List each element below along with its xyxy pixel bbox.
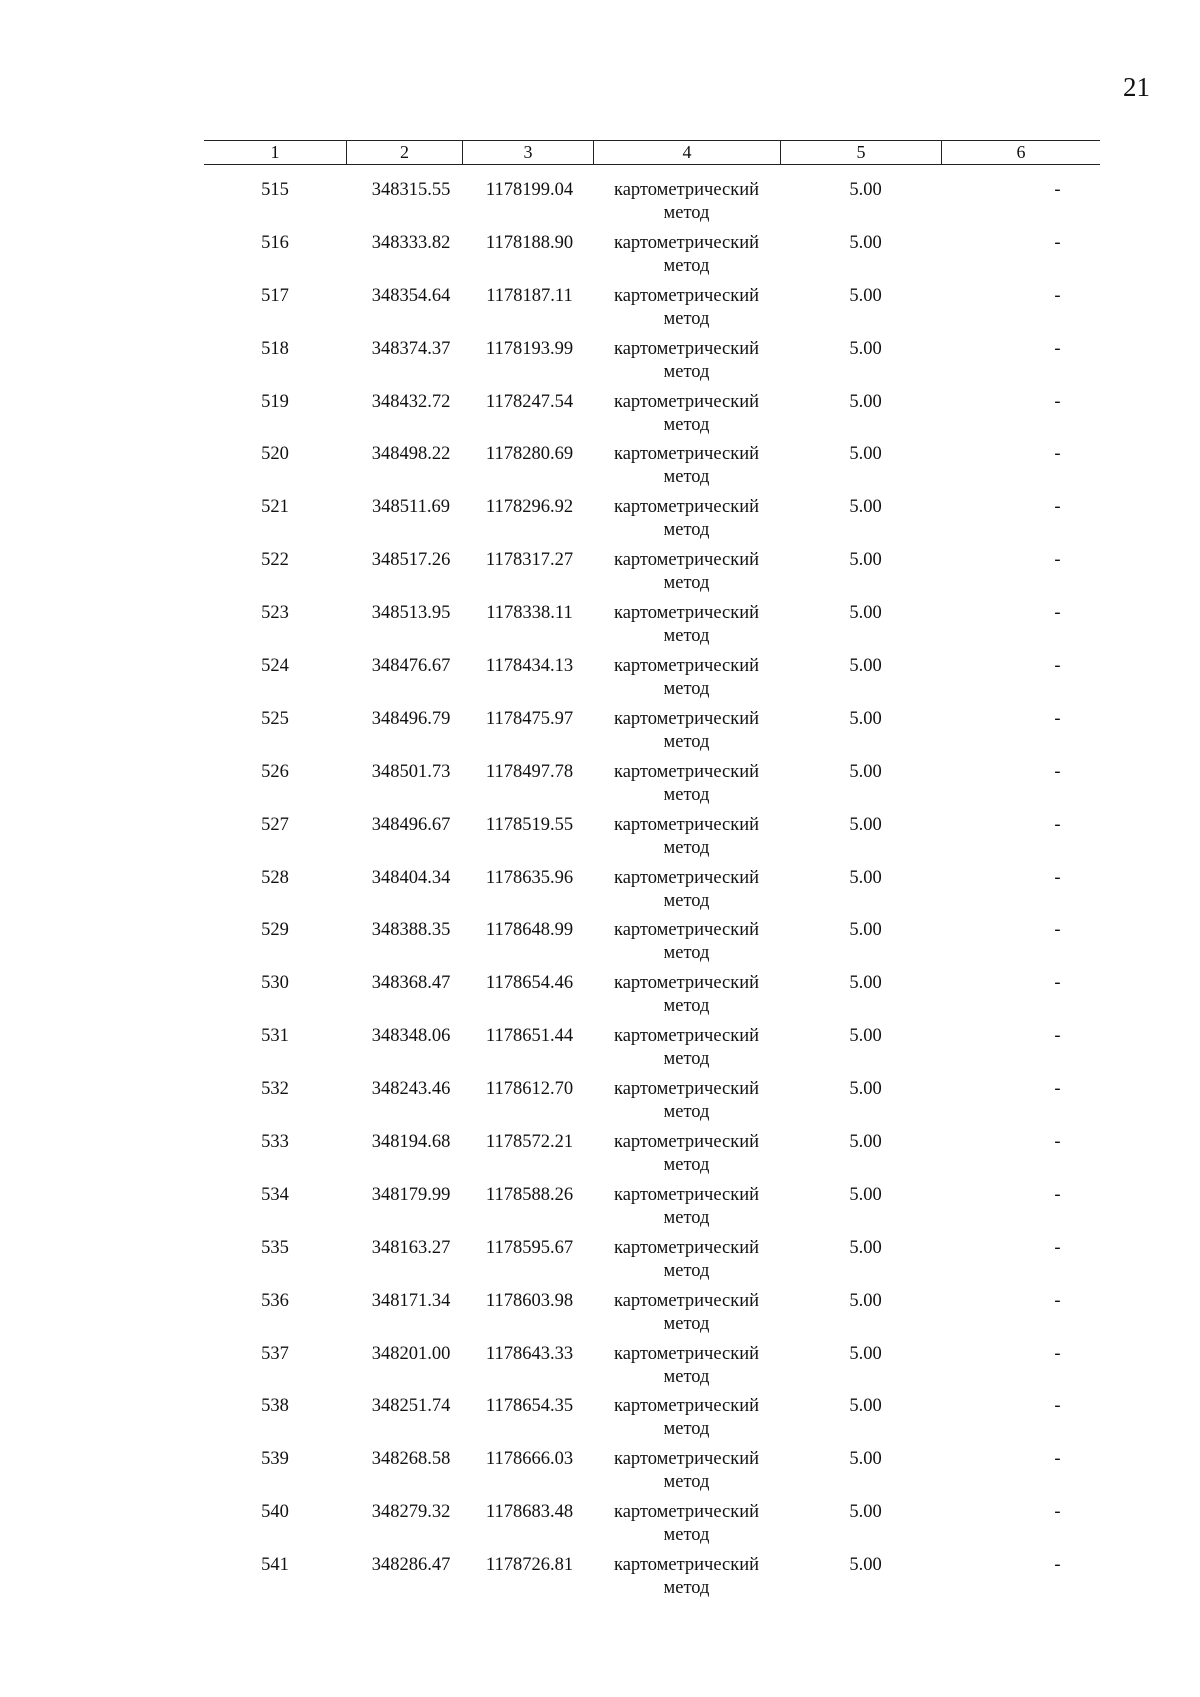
table-row <box>204 761 1100 814</box>
method-line-2: метод <box>663 1472 710 1493</box>
method-line-1: картометрический <box>613 656 760 677</box>
table-row <box>204 285 1100 338</box>
method-line-2: метод <box>663 731 710 752</box>
coordinate-y-cell: 1178338.11 <box>486 603 573 624</box>
method-cell <box>593 1501 780 1554</box>
method-line-1: картометрический <box>613 603 760 624</box>
method-line-1: картометрический <box>613 1343 760 1364</box>
note-cell: - <box>1054 920 1061 941</box>
table-row <box>204 338 1100 391</box>
method-cell <box>593 761 780 814</box>
method-line-1: картометрический <box>613 1449 760 1470</box>
point-number-cell: 535 <box>261 1237 289 1258</box>
method-line-1: картометрический <box>613 497 760 518</box>
accuracy-cell: 5.00 <box>849 603 882 624</box>
column-header-5: 5 <box>780 141 941 164</box>
coordinate-x-cell: 348171.34 <box>371 1290 451 1311</box>
point-number-cell: 530 <box>261 973 289 994</box>
table-row <box>204 443 1100 496</box>
column-header-6: 6 <box>941 141 1100 164</box>
method-line-1: картометрический <box>613 1396 760 1417</box>
method-line-1: картометрический <box>613 708 760 729</box>
point-number-cell: 523 <box>261 603 289 624</box>
table-body <box>204 179 1100 1607</box>
accuracy-cell: 5.00 <box>849 1555 882 1576</box>
point-number-cell: 540 <box>261 1502 289 1523</box>
note-cell: - <box>1054 708 1061 729</box>
method-line-2: метод <box>663 1313 710 1334</box>
point-number-cell: 537 <box>261 1343 289 1364</box>
coordinate-x-cell: 348201.00 <box>371 1343 451 1364</box>
coordinate-y-cell: 1178683.48 <box>485 1502 574 1523</box>
method-line-2: метод <box>663 1049 710 1070</box>
table-row <box>204 496 1100 549</box>
method-cell <box>593 496 780 549</box>
note-cell: - <box>1054 1184 1061 1205</box>
coordinate-y-cell: 1178648.99 <box>485 920 574 941</box>
point-number-cell: 520 <box>261 444 289 465</box>
coordinate-x-cell: 348517.26 <box>371 550 451 571</box>
method-line-1: картометрический <box>613 232 760 253</box>
accuracy-cell: 5.00 <box>849 285 882 306</box>
coordinate-x-cell: 348179.99 <box>371 1184 451 1205</box>
accuracy-cell: 5.00 <box>849 1237 882 1258</box>
method-line-1: картометрический <box>613 1555 760 1576</box>
accuracy-cell: 5.00 <box>849 550 882 571</box>
method-line-2: метод <box>663 203 710 223</box>
method-line-1: картометрический <box>613 1184 760 1205</box>
point-number-cell: 528 <box>261 867 289 888</box>
method-cell <box>593 1131 780 1184</box>
method-cell <box>593 232 780 285</box>
coordinate-x-cell: 348476.67 <box>371 656 451 677</box>
note-cell: - <box>1054 338 1061 359</box>
coordinate-y-cell: 1178193.99 <box>485 338 574 359</box>
method-cell <box>593 391 780 444</box>
note-cell: - <box>1054 232 1061 253</box>
method-cell <box>593 1290 780 1343</box>
coordinate-y-cell: 1178654.35 <box>485 1396 574 1417</box>
note-cell: - <box>1054 603 1061 624</box>
accuracy-cell: 5.00 <box>849 1026 882 1047</box>
accuracy-cell: 5.00 <box>849 232 882 253</box>
note-cell: - <box>1054 285 1061 306</box>
accuracy-cell: 5.00 <box>849 1079 882 1100</box>
method-line-1: картометрический <box>613 814 760 835</box>
table-row <box>204 1131 1100 1184</box>
coordinate-y-cell: 1178595.67 <box>485 1237 574 1258</box>
coordinate-x-cell: 348243.46 <box>371 1079 451 1100</box>
note-cell: - <box>1054 1237 1061 1258</box>
method-line-2: метод <box>663 784 710 805</box>
coordinate-x-cell: 348286.47 <box>371 1555 451 1576</box>
table-row <box>204 232 1100 285</box>
accuracy-cell: 5.00 <box>849 1132 882 1153</box>
method-line-1: картометрический <box>613 867 760 888</box>
coordinate-x-cell: 348496.67 <box>371 814 451 835</box>
coordinate-x-cell: 348163.27 <box>371 1237 451 1258</box>
method-line-1: картометрический <box>613 1132 760 1153</box>
point-number-cell: 541 <box>261 1555 289 1576</box>
method-line-1: картометрический <box>613 285 760 306</box>
accuracy-cell: 5.00 <box>849 708 882 729</box>
accuracy-cell: 5.00 <box>849 1290 882 1311</box>
accuracy-cell: 5.00 <box>849 180 882 200</box>
method-cell <box>593 179 780 232</box>
table-row <box>204 1554 1100 1607</box>
note-cell: - <box>1054 1343 1061 1364</box>
note-cell: - <box>1054 1132 1061 1153</box>
method-cell <box>593 814 780 867</box>
method-line-2: метод <box>663 626 710 647</box>
note-cell: - <box>1054 814 1061 835</box>
table-header <box>204 140 1100 165</box>
point-number-cell: 539 <box>261 1449 289 1470</box>
point-number-cell: 538 <box>261 1396 289 1417</box>
table-row <box>204 391 1100 444</box>
coordinate-y-cell: 1178280.69 <box>485 444 574 465</box>
point-number-cell: 531 <box>261 1026 289 1047</box>
accuracy-cell: 5.00 <box>849 920 882 941</box>
method-line-1: картометрический <box>613 338 760 359</box>
point-number-cell: 529 <box>261 920 289 941</box>
method-cell <box>593 919 780 972</box>
column-header-2: 2 <box>346 141 462 164</box>
coordinate-x-cell: 348513.95 <box>371 603 451 624</box>
table-row <box>204 1448 1100 1501</box>
coordinate-y-cell: 1178519.55 <box>485 814 574 835</box>
point-number-cell: 521 <box>261 497 289 518</box>
note-cell: - <box>1054 444 1061 465</box>
coordinate-y-cell: 1178666.03 <box>485 1449 574 1470</box>
method-cell <box>593 708 780 761</box>
method-cell <box>593 1554 780 1607</box>
method-cell <box>593 338 780 391</box>
table-row <box>204 1184 1100 1237</box>
point-number-cell: 525 <box>261 708 289 729</box>
note-cell: - <box>1054 1396 1061 1417</box>
accuracy-cell: 5.00 <box>849 1184 882 1205</box>
coordinate-x-cell: 348511.69 <box>372 497 450 518</box>
coordinate-y-cell: 1178612.70 <box>485 1079 574 1100</box>
note-cell: - <box>1054 497 1061 518</box>
coordinate-x-cell: 348496.79 <box>371 708 451 729</box>
note-cell: - <box>1054 391 1061 412</box>
method-line-2: метод <box>663 1578 710 1599</box>
method-line-1: картометрический <box>613 550 760 571</box>
method-line-2: метод <box>663 255 710 276</box>
table-row <box>204 602 1100 655</box>
method-cell <box>593 1395 780 1448</box>
coordinate-x-cell: 348501.73 <box>371 761 451 782</box>
accuracy-cell: 5.00 <box>849 497 882 518</box>
method-cell <box>593 1078 780 1131</box>
coordinate-y-cell: 1178296.92 <box>485 497 574 518</box>
table-row <box>204 867 1100 920</box>
accuracy-cell: 5.00 <box>849 1343 882 1364</box>
point-number-cell: 534 <box>261 1184 289 1205</box>
coordinate-x-cell: 348315.55 <box>371 180 451 200</box>
method-line-2: метод <box>663 837 710 858</box>
accuracy-cell: 5.00 <box>849 656 882 677</box>
coordinate-x-cell: 348279.32 <box>371 1502 451 1523</box>
point-number-cell: 526 <box>261 761 289 782</box>
point-number-cell: 522 <box>261 550 289 571</box>
method-line-2: метод <box>663 308 710 329</box>
method-line-1: картометрический <box>613 444 760 465</box>
point-number-cell: 515 <box>261 180 289 200</box>
coordinate-x-cell: 348348.06 <box>371 1026 451 1047</box>
coordinate-y-cell: 1178187.11 <box>486 285 573 306</box>
table-row <box>204 1501 1100 1554</box>
method-line-2: метод <box>663 573 710 594</box>
note-cell: - <box>1054 1502 1061 1523</box>
table-row <box>204 972 1100 1025</box>
coordinate-y-cell: 1178188.90 <box>485 232 574 253</box>
coordinate-y-cell: 1178726.81 <box>485 1555 574 1576</box>
table-row <box>204 1395 1100 1448</box>
accuracy-cell: 5.00 <box>849 761 882 782</box>
coordinate-x-cell: 348374.37 <box>371 338 451 359</box>
method-line-2: метод <box>663 520 710 541</box>
coordinate-y-cell: 1178603.98 <box>485 1290 574 1311</box>
method-line-2: метод <box>663 467 710 488</box>
table-row <box>204 1025 1100 1078</box>
method-line-1: картометрический <box>613 1237 760 1258</box>
column-header-3: 3 <box>462 141 593 164</box>
coordinate-y-cell: 1178572.21 <box>485 1132 574 1153</box>
accuracy-cell: 5.00 <box>849 867 882 888</box>
table-row <box>204 1343 1100 1396</box>
table-row <box>204 655 1100 708</box>
accuracy-cell: 5.00 <box>849 1502 882 1523</box>
page-number: 21 <box>1123 72 1150 102</box>
coordinate-x-cell: 348354.64 <box>371 285 451 306</box>
coordinate-x-cell: 348432.72 <box>371 391 451 412</box>
point-number-cell: 516 <box>261 232 289 253</box>
method-line-1: картометрический <box>613 920 760 941</box>
table-row <box>204 919 1100 972</box>
table-row <box>204 1290 1100 1343</box>
table-row <box>204 549 1100 602</box>
method-cell <box>593 443 780 496</box>
point-number-cell: 536 <box>261 1290 289 1311</box>
point-number-cell: 524 <box>261 656 289 677</box>
method-line-1: картометрический <box>613 1502 760 1523</box>
accuracy-cell: 5.00 <box>849 391 882 412</box>
method-line-1: картометрический <box>613 1079 760 1100</box>
coordinate-x-cell: 348194.68 <box>371 1132 451 1153</box>
note-cell: - <box>1054 973 1061 994</box>
note-cell: - <box>1054 867 1061 888</box>
method-cell <box>593 655 780 708</box>
note-cell: - <box>1054 1555 1061 1576</box>
accuracy-cell: 5.00 <box>849 814 882 835</box>
method-line-1: картометрический <box>613 391 760 412</box>
table-row <box>204 814 1100 867</box>
point-number-cell: 533 <box>261 1132 289 1153</box>
method-cell <box>593 602 780 655</box>
coordinate-x-cell: 348333.82 <box>371 232 451 253</box>
accuracy-cell: 5.00 <box>849 444 882 465</box>
method-line-2: метод <box>663 1102 710 1123</box>
method-cell <box>593 1025 780 1078</box>
method-line-2: метод <box>663 1419 710 1440</box>
table-row <box>204 1078 1100 1131</box>
coordinate-x-cell: 348368.47 <box>371 973 451 994</box>
coordinate-x-cell: 348388.35 <box>371 920 451 941</box>
coordinate-x-cell: 348404.34 <box>371 867 451 888</box>
note-cell: - <box>1054 761 1061 782</box>
point-number-cell: 527 <box>261 814 289 835</box>
method-line-1: картометрический <box>613 180 760 200</box>
coordinate-x-cell: 348498.22 <box>371 444 451 465</box>
coordinate-y-cell: 1178199.04 <box>485 180 574 200</box>
coordinates-table <box>204 140 1100 1607</box>
coordinate-x-cell: 348268.58 <box>371 1449 451 1470</box>
accuracy-cell: 5.00 <box>849 1449 882 1470</box>
note-cell: - <box>1054 656 1061 677</box>
point-number-cell: 532 <box>261 1079 289 1100</box>
coordinate-y-cell: 1178317.27 <box>485 550 574 571</box>
method-line-2: метод <box>663 1207 710 1228</box>
method-line-1: картометрический <box>613 1026 760 1047</box>
column-header-1: 1 <box>270 142 280 162</box>
coordinate-y-cell: 1178497.78 <box>485 761 574 782</box>
method-line-2: метод <box>663 890 710 911</box>
method-line-2: метод <box>663 996 710 1017</box>
method-cell <box>593 1184 780 1237</box>
note-cell: - <box>1054 1449 1061 1470</box>
coordinate-y-cell: 1178635.96 <box>485 867 574 888</box>
method-line-2: метод <box>663 1366 710 1387</box>
method-line-2: метод <box>663 1260 710 1281</box>
method-cell <box>593 972 780 1025</box>
accuracy-cell: 5.00 <box>849 973 882 994</box>
note-cell: - <box>1054 550 1061 571</box>
coordinate-y-cell: 1178434.13 <box>485 656 574 677</box>
coordinate-y-cell: 1178588.26 <box>485 1184 574 1205</box>
accuracy-cell: 5.00 <box>849 338 882 359</box>
note-cell: - <box>1054 1079 1061 1100</box>
method-line-1: картометрический <box>613 973 760 994</box>
method-cell <box>593 1343 780 1396</box>
point-number-cell: 518 <box>261 338 289 359</box>
coordinate-y-cell: 1178475.97 <box>485 708 574 729</box>
method-cell <box>593 1448 780 1501</box>
method-line-2: метод <box>663 943 710 964</box>
table-row <box>204 708 1100 761</box>
method-cell <box>593 867 780 920</box>
method-cell <box>593 285 780 338</box>
accuracy-cell: 5.00 <box>849 1396 882 1417</box>
note-cell: - <box>1054 1026 1061 1047</box>
method-line-2: метод <box>663 361 710 382</box>
method-line-2: метод <box>663 679 710 700</box>
note-cell: - <box>1054 180 1061 200</box>
method-line-2: метод <box>663 414 710 435</box>
method-line-1: картометрический <box>613 1290 760 1311</box>
table-row <box>204 1237 1100 1290</box>
method-cell <box>593 1237 780 1290</box>
table-row <box>204 179 1100 232</box>
column-header-4: 4 <box>593 141 780 164</box>
coordinate-y-cell: 1178654.46 <box>485 973 574 994</box>
coordinate-y-cell: 1178643.33 <box>485 1343 574 1364</box>
coordinate-y-cell: 1178651.44 <box>485 1026 574 1047</box>
point-number-cell: 519 <box>261 391 289 412</box>
note-cell: - <box>1054 1290 1061 1311</box>
coordinate-x-cell: 348251.74 <box>371 1396 451 1417</box>
method-line-2: метод <box>663 1525 710 1546</box>
method-line-1: картометрический <box>613 761 760 782</box>
method-cell <box>593 549 780 602</box>
method-line-2: метод <box>663 1155 710 1176</box>
point-number-cell: 517 <box>261 285 289 306</box>
coordinate-y-cell: 1178247.54 <box>485 391 574 412</box>
